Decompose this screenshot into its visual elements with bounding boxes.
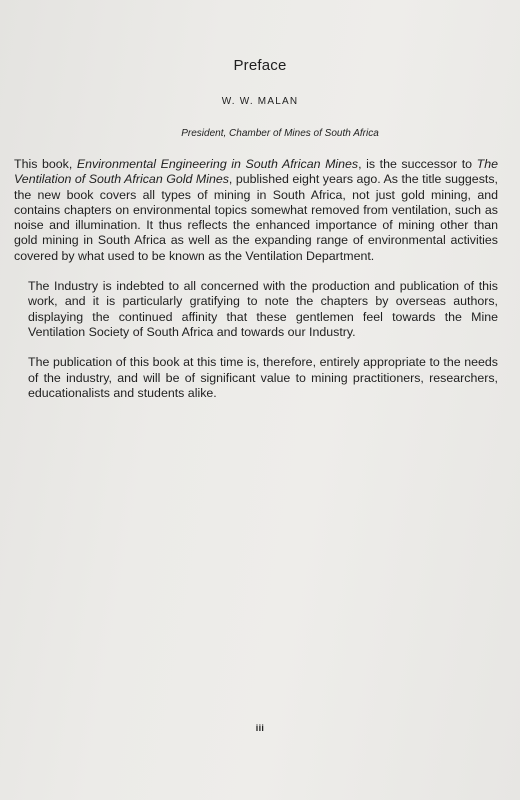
paragraph-1-text-b: , is the successor to — [358, 157, 477, 171]
paragraph-1-text-a: This book, — [14, 157, 77, 171]
page-number: iii — [255, 723, 265, 733]
preface-body — [14, 157, 498, 401]
author-affiliation: President, Chamber of Mines of South Africa — [181, 128, 379, 139]
paragraph-2: The Industry is indebted to all concerned with the production and publication of this work, and it is particularly gratifying to note the chapters by overseas authors, displaying the continued affinity that these gentlemen feel towards the Mine Ventilation Society of South Africa and towards our Industry. — [28, 279, 498, 339]
paragraph-1-text-c: , published eight years ago. As the title suggests, the new book covers all types of mining in South Africa, not just gold mining, and contains chapters on environmental topics somewhat removed from ventilation, such as noise and illumination. It thus reflects the enhanced importance of mining other than gold mining in South Africa as well as the expanding range of environmental activities covered by what used to be known as the Ventilation Department. — [14, 172, 498, 263]
paragraph-3: The publication of this book at this time is, therefore, entirely appropriate to the needs of the industry, and will be of significant value to mining practitioners, researchers, educationalists and students alike. — [28, 355, 498, 400]
book-title-italic: Environmental Engineering in South African Mines — [76, 157, 359, 171]
paragraph-1 — [14, 157, 498, 264]
page-title: Preface — [233, 57, 287, 74]
author-name: W. W. MALAN — [221, 96, 299, 107]
previous-book-title-italic: The Ventilation of South African Gold Mines — [14, 157, 498, 187]
